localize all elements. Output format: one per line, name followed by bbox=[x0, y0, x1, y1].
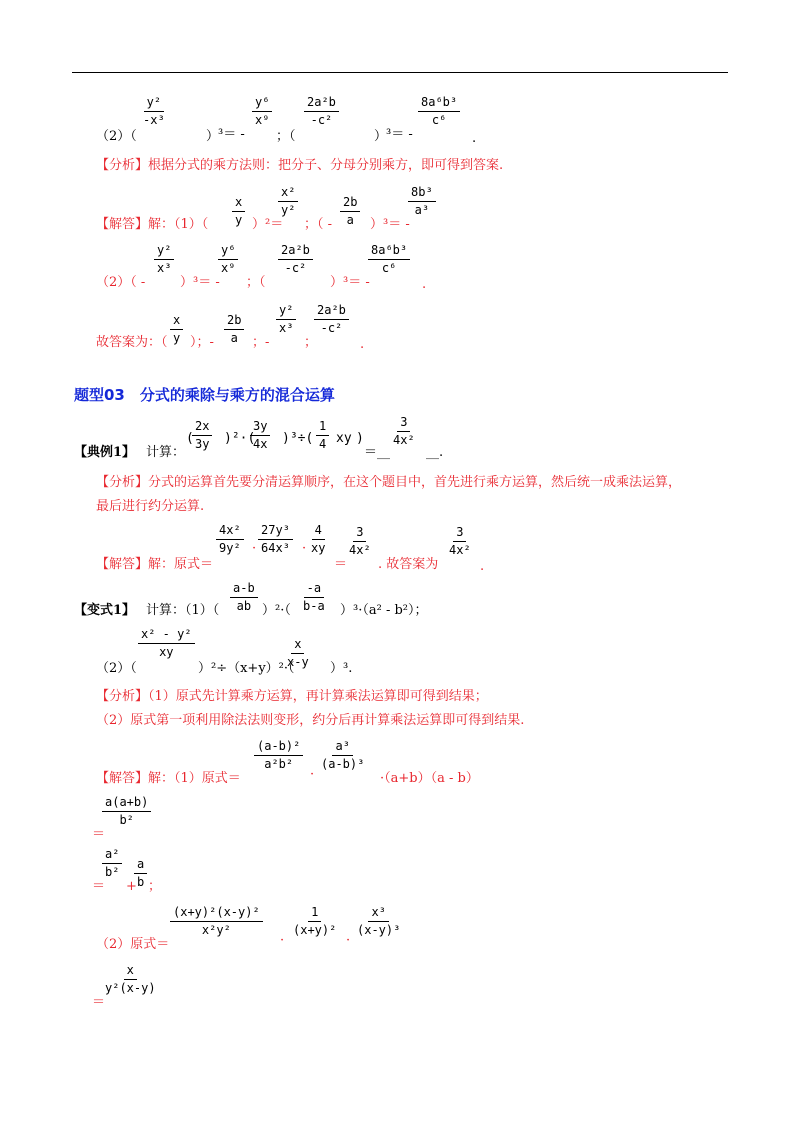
ex-xy: xy bbox=[336, 431, 352, 446]
v-q2-frac-1: $\frac{\text{x² - y²}}{xy}$ bbox=[138, 628, 195, 658]
ex-paren1: ( bbox=[186, 431, 194, 446]
v-eq-3: ＝ bbox=[92, 995, 106, 1010]
ans1-frac-c: $\frac{2b}{a}$ bbox=[340, 196, 360, 226]
v-analysis-1: 【分析】（1）原式先计算乘方运算，再计算乘法运算即可得到结果； bbox=[96, 689, 488, 704]
v-ans2-frac-3: $\frac{\text{x³}}{\text{(x-y)³}}$ bbox=[357, 905, 401, 937]
ex-eq: ＝__ bbox=[364, 445, 391, 460]
q2-open: （2）（ bbox=[96, 129, 137, 144]
ex-answer-lead: 【解答】解：原式＝ bbox=[96, 557, 214, 572]
v-eq-2: ＝ bbox=[92, 879, 106, 894]
q2-close: ） bbox=[206, 129, 220, 144]
header-rule bbox=[72, 72, 728, 73]
ex-op2: )³÷( bbox=[282, 431, 314, 446]
blank-fraction-2: $\frac{\text{2a²b}}{\text{-c²}}$ bbox=[304, 96, 339, 126]
final-dot: . bbox=[360, 337, 365, 352]
v-ans2-frac-2: $\frac{1}{\text{(x+y)²}}$ bbox=[293, 905, 337, 937]
v-ans-frac-3: $\frac{a(a+b)}{\text{b²}}$ bbox=[102, 796, 151, 826]
final-frac-d: $\frac{\text{2a²b}}{\text{-c²}}$ bbox=[314, 304, 349, 334]
ans2-mid2: ；（ bbox=[246, 275, 266, 290]
ex-op1: )²·( bbox=[224, 431, 256, 446]
v-ans-frac-4: $\frac{\text{a²}}{\text{b²}}$ bbox=[102, 848, 122, 878]
ans1-end: ）³＝ - bbox=[370, 217, 410, 232]
ex-frac-1: $\frac{2x}{3y}$ bbox=[192, 420, 212, 450]
ans1-frac-a: $\frac{x}{y}$ bbox=[232, 196, 245, 226]
v-ans2-lead: （2）原式＝ bbox=[96, 937, 170, 952]
v-q1-frac-2: $\frac{-a}{b-a}$ bbox=[303, 581, 325, 613]
q2-eq1: ³＝ - bbox=[218, 127, 245, 142]
blank-fraction-1: $\frac{\text{y²}}{\text{-x³}}$ bbox=[143, 95, 165, 127]
ex-ans-tail: . 故答案为 bbox=[378, 557, 439, 572]
ex-analysis-2: 最后进行约分运算. bbox=[96, 499, 205, 514]
v-analysis-2: （2）原式第一项利用除法法则变形，约分后再计算乘法运算即可得到结果. bbox=[96, 713, 525, 728]
v-ans-frac-1: $\frac{\text{(a-b)²}}{\text{a²b²}}$ bbox=[254, 740, 303, 770]
ex-analysis-1: 【分析】分式的运算首先要分清运算顺序，在这个题目中，首先进行乘方运算，然后统一成乘法运算， bbox=[96, 475, 682, 490]
section-title: 题型03 分式的乘除与乘方的混合运算 bbox=[74, 386, 335, 404]
ex-blank: __. bbox=[426, 445, 444, 460]
ex-frac-2: $\frac{3y}{4x}$ bbox=[250, 420, 270, 450]
result-fraction-2: $\frac{\text{8a⁶b³}}{\text{c⁶}}$ bbox=[418, 96, 460, 126]
ex-frac-3: $\frac{1}{4}$ bbox=[316, 420, 329, 450]
v-ans-dot: · bbox=[310, 767, 315, 782]
final-sep-2: ；- bbox=[252, 335, 270, 350]
v-q2-end: ）³. bbox=[330, 661, 353, 676]
ex-ans-frac-2: $\frac{\text{27y³}}{\text{64x³}}$ bbox=[258, 524, 293, 554]
ans1-frac-d: $\frac{\text{8b³}}{\text{a³}}$ bbox=[408, 186, 436, 216]
ans2-mid: ）³＝ - bbox=[180, 275, 220, 290]
v-q2-lead: （2）（ bbox=[96, 661, 137, 676]
final-lead: 故答案为：（ bbox=[96, 335, 168, 350]
ex-ans-eq: ＝ bbox=[334, 557, 348, 572]
v-plus: + bbox=[126, 879, 137, 894]
v-ans-frac-5: $\frac{a}{b}$ bbox=[134, 858, 147, 888]
ans1-frac-b: $\frac{\text{x²}}{\text{y²}}$ bbox=[278, 186, 298, 216]
v-eq-1: ＝ bbox=[92, 827, 106, 842]
variant-tag: 【变式1】 bbox=[74, 603, 136, 618]
ans2-frac-a: $\frac{\text{y²}}{\text{x³}}$ bbox=[154, 244, 174, 274]
q2-dot: . bbox=[472, 131, 477, 146]
v-ans2-frac-1: $\frac{\text{(x+y)²(x-y)²}}{\text{x²y²}}$ bbox=[170, 906, 263, 936]
ex-ans-frac-5: $\frac{3}{\text{4x²}}$ bbox=[449, 525, 471, 557]
v-q1-frac-1: $\frac{a-b}{ab}$ bbox=[230, 582, 258, 612]
analysis-1: 【分析】根据分式的乘方法则：把分子、分母分别乘方，即可得到答案. bbox=[96, 158, 504, 173]
ans2-end: ）³＝ - bbox=[330, 275, 370, 290]
q2-sep: ；（ bbox=[276, 129, 296, 144]
v-answer-lead: 【解答】解：（1）原式＝ bbox=[96, 771, 241, 786]
ex-ans-frac-4: $\frac{3}{\text{4x²}}$ bbox=[349, 525, 371, 557]
final-frac-c: $\frac{\text{y²}}{\text{x³}}$ bbox=[276, 304, 296, 334]
final-sep-3: ； bbox=[304, 335, 318, 350]
v-ans-frac-2: $\frac{\text{a³}}{\text{(a-b)³}}$ bbox=[321, 739, 365, 771]
ex-paren2: ) bbox=[356, 431, 364, 446]
final-frac-b: $\frac{2b}{a}$ bbox=[224, 314, 244, 344]
example-tag: 【典例1】 bbox=[74, 445, 136, 460]
v-q2-mid: ）²÷（x+y）²·（ bbox=[198, 661, 295, 676]
ex-ans-dot: . bbox=[480, 559, 485, 574]
q2-close2: ） bbox=[374, 129, 388, 144]
ex-ans-dot-1: · bbox=[252, 541, 257, 556]
ex-ans-frac-3: $\frac{4}{xy}$ bbox=[311, 523, 326, 555]
ex-ans-dot-2: · bbox=[302, 541, 307, 556]
v-q1-mid: ）²·（ bbox=[262, 603, 291, 618]
final-sep-1: ）；- bbox=[190, 335, 214, 350]
v-semi: ； bbox=[148, 879, 162, 894]
v-q1-end: ）³·（a² - b²）； bbox=[340, 603, 428, 618]
ans2-frac-d: $\frac{\text{8a⁶b³}}{\text{c⁶}}$ bbox=[368, 244, 410, 274]
ex-ans-frac-1: $\frac{\text{4x²}}{\text{9y²}}$ bbox=[216, 524, 244, 554]
example-lead: 计算： bbox=[146, 445, 186, 460]
ans2-dot: . bbox=[422, 277, 427, 292]
v-ans2-dot-2: · bbox=[346, 933, 351, 948]
ex-answer-frac: $\frac{3}{\text{4x²}}$ bbox=[393, 415, 415, 447]
answer-2-lead: （2）（ - bbox=[96, 275, 146, 290]
v-ans2-dot-1: · bbox=[280, 933, 285, 948]
ans2-frac-c: $\frac{\text{2a²b}}{\text{-c²}}$ bbox=[278, 244, 313, 274]
ans1-mid: ）²＝ bbox=[252, 217, 284, 232]
ans1-mid2: ；（ - bbox=[304, 217, 333, 232]
q2-eq2: ³＝ - bbox=[386, 127, 413, 142]
v-ans-tail: ·（a+b）（a - b） bbox=[380, 771, 479, 786]
ans2-frac-b: $\frac{\text{y⁶}}{\text{x⁹}}$ bbox=[218, 244, 238, 274]
answer-1-lead: 【解答】解：（1）（ bbox=[96, 217, 209, 232]
v-q2-frac-2: $\frac{x}{x-y}$ bbox=[287, 637, 309, 669]
final-frac-a: $\frac{x}{y}$ bbox=[170, 314, 183, 344]
result-fraction-1: $\frac{\text{y⁶}}{\text{x⁹}}$ bbox=[252, 96, 272, 126]
v-ans2-frac-4: $\frac{x}{\text{y²(x-y)}}$ bbox=[105, 963, 156, 995]
variant-lead: 计算：（1）（ bbox=[146, 603, 220, 618]
